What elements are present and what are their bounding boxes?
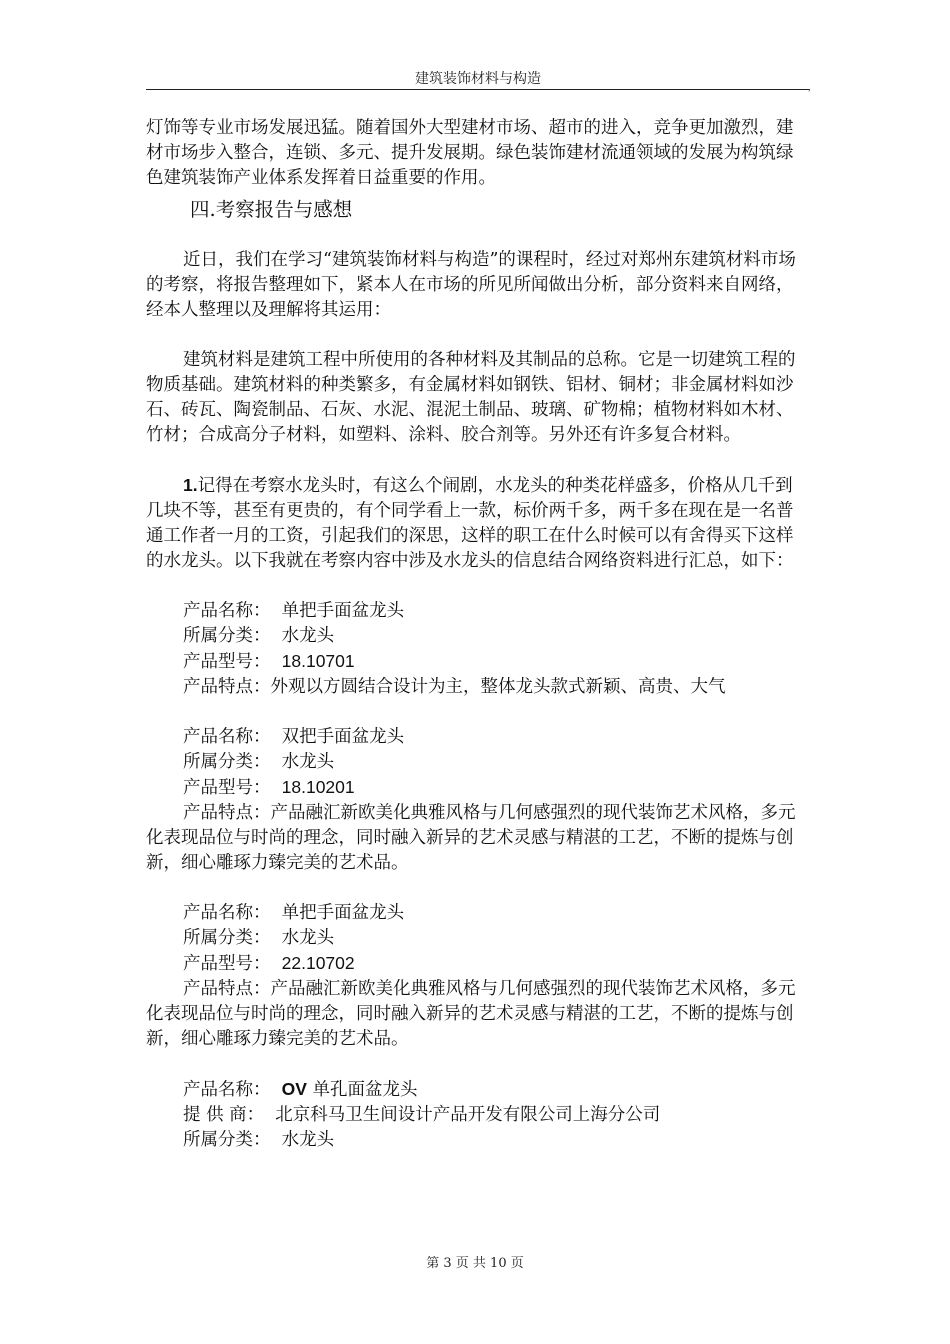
product-block (146, 1077, 810, 1153)
product-category: 水龙头 (281, 1130, 335, 1150)
page-header-title: 建筑装饰材料与构造 (415, 71, 541, 87)
product-category-line: 所属分类： 水龙头 (183, 752, 335, 772)
product-feature-line: 产品特点：外观以方圆结合设计为主，整体龙头款式新颖、高贵、大气 (183, 677, 726, 697)
product-name-line: 产品名称： OV 单孔面盆龙头 (183, 1079, 418, 1100)
product-model-line: 产品型号： 18.10201 (183, 777, 355, 798)
product-category: 水龙头 (281, 928, 335, 948)
paragraph-intro-visit: 近日，我们在学习“建筑装饰材料与构造”的课程时，经过对郑州东建筑材料市场的考察，将报告整理如下，紧本人在市场的所见所闻做出分析，部分资料来自网络，经本人整理以及理解将其运用： (146, 250, 796, 320)
product-supplier-line: 提 供 商： 北京科马卫生间设计产品开发有限公司上海分公司 (183, 1105, 661, 1125)
product-block (146, 599, 810, 700)
paragraph-faucet-text: 记得在考察水龙头时，有这么个闹剧，水龙头的种类花样盛多，价格从几千到几块不等，甚至有更贵的，有个同学看上一款，标价两千多，两千多在现在是一名普通工作者一月的工资，引起我们的深思，这样的职工在什么时候可以有舍得买下这样的水龙头。以下我就在考察内容中涉及水龙头的信息结合网络资料进行汇总，如下： (146, 476, 794, 571)
product-category-line: 所属分类： 水龙头 (183, 1130, 335, 1150)
product-name: 双把手面盆龙头 (281, 727, 405, 747)
product-model-line: 产品型号： 18.10701 (183, 651, 355, 672)
product-block (146, 901, 810, 1052)
product-feature: 产品融汇新欧美化典雅风格与几何感强烈的现代装饰艺术风格，多元化表现品位与时尚的理念，同时融入新异的艺术灵感与精湛的工艺，不断的提炼与创新，细心雕琢力臻完美的艺术品。 (146, 979, 796, 1049)
paragraph-faucet-story (146, 473, 810, 574)
document-body (146, 116, 810, 1153)
product-name-line: 产品名称： 单把手面盆龙头 (183, 903, 405, 923)
product-category-line: 所属分类： 水龙头 (183, 626, 335, 646)
product-feature: 外观以方圆结合设计为主，整体龙头款式新颖、高贵、大气 (270, 677, 726, 697)
product-name: 单把手面盆龙头 (281, 903, 405, 923)
product-name: 单把手面盆龙头 (281, 601, 405, 621)
product-model: 18.10701 (281, 651, 355, 671)
product-category: 水龙头 (281, 752, 335, 772)
paragraph-number: 1. (183, 475, 198, 495)
header-rule (146, 89, 810, 90)
product-name-line: 产品名称： 双把手面盆龙头 (183, 727, 405, 747)
product-feature: 产品融汇新欧美化典雅风格与几何感强烈的现代装饰艺术风格，多元化表现品位与时尚的理念，同时融入新异的艺术灵感与精湛的工艺，不断的提炼与创新，细心雕琢力臻完美的艺术品。 (146, 803, 796, 873)
product-model: 18.10201 (281, 777, 355, 797)
product-name: 单孔面盆龙头 (306, 1080, 418, 1100)
product-model: 22.10702 (281, 953, 355, 973)
product-name-line: 产品名称： 单把手面盆龙头 (183, 601, 405, 621)
section-title: 四.考察报告与感想 (190, 198, 353, 221)
product-category: 水龙头 (281, 626, 335, 646)
page-footer: 第 3 页 共 10 页 (426, 1256, 524, 1271)
header-end-mark: , (808, 82, 812, 93)
intro-paragraph: 灯饰等专业市场发展迅猛。随着国外大型建材市场、超市的进入，竞争更加激烈，建材市场步入整合，连锁、多元、提升发展期。绿色装饰建材流通领域的发展为构筑绿色建筑装饰产业体系发挥着日益重要的作用。 (146, 118, 794, 188)
product-supplier: 北京科马卫生间设计产品开发有限公司上海分公司 (275, 1105, 661, 1125)
product-name-prefix: OV (281, 1079, 307, 1099)
product-block (146, 725, 810, 876)
paragraph-materials: 建筑材料是建筑工程中所使用的各种材料及其制品的总称。它是一切建筑工程的物质基础。建筑材料的种类繁多，有金属材料如钢铁、铝材、铜材；非金属材料如沙石、砖瓦、陶瓷制品、石灰、水泥、混泥土制品、玻璃、矿物棉；植物材料如木材、竹材；合成高分子材料，如塑料、涂料、胶合剂等。另外还有许多复合材料。 (146, 350, 796, 445)
product-category-line: 所属分类： 水龙头 (183, 928, 335, 948)
product-model-line: 产品型号： 22.10702 (183, 953, 355, 974)
product-feature-line: 产品特点：产品融汇新欧美化典雅风格与几何感强烈的现代装饰艺术风格，多元化表现品位与时尚的理念，同时融入新异的艺术灵感与精湛的工艺，不断的提炼与创新，细心雕琢力臻完美的艺术品。 (146, 803, 796, 873)
product-feature-line: 产品特点：产品融汇新欧美化典雅风格与几何感强烈的现代装饰艺术风格，多元化表现品位与时尚的理念，同时融入新异的艺术灵感与精湛的工艺，不断的提炼与创新，细心雕琢力臻完美的艺术品。 (146, 979, 796, 1049)
